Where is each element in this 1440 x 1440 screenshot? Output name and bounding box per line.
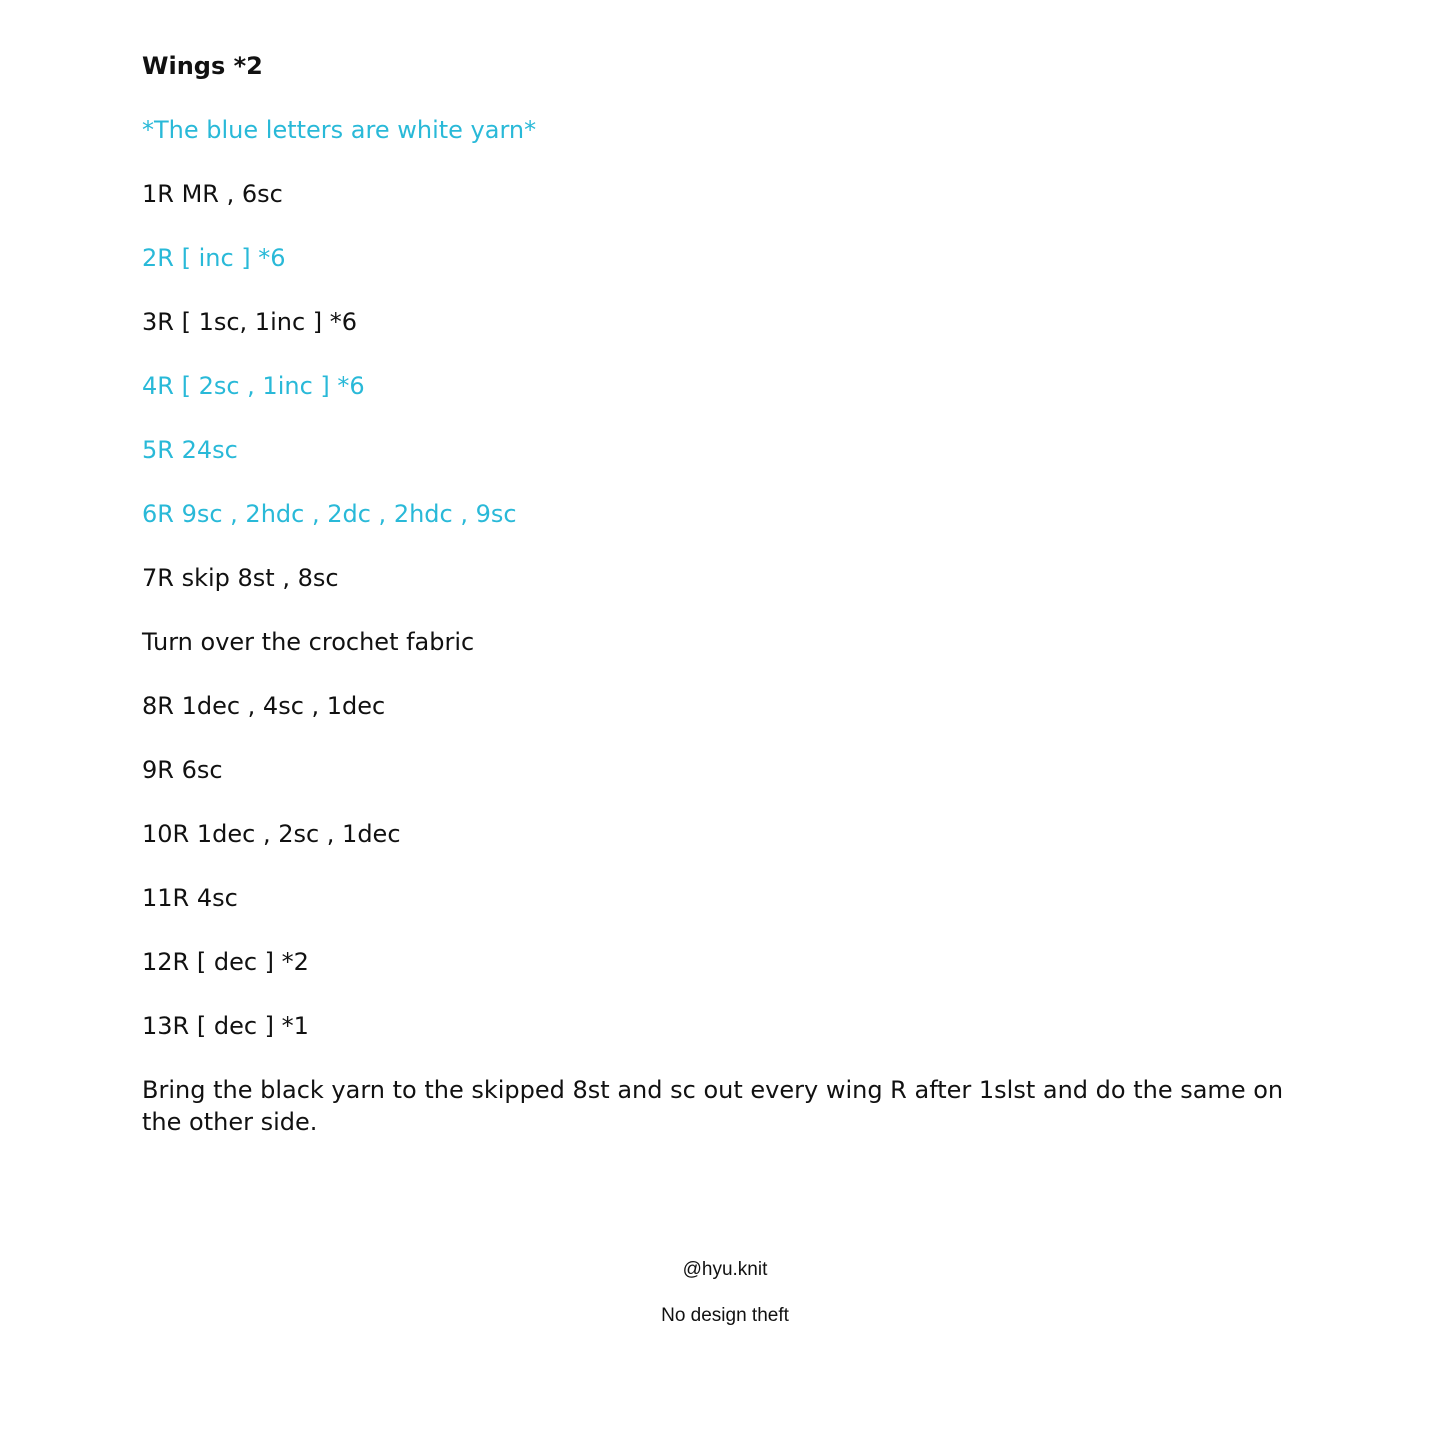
yarn-color-note: *The blue letters are white yarn*	[142, 116, 537, 144]
pattern-row: 2R [ inc ] *6	[142, 244, 286, 272]
pattern-row: Turn over the crochet fabric	[142, 628, 475, 656]
pattern-title: Wings *2	[142, 52, 263, 80]
pattern-row: 3R [ 1sc, 1inc ] *6	[142, 308, 358, 336]
pattern-row: 5R 24sc	[142, 436, 238, 464]
pattern-row: 1R MR , 6sc	[142, 180, 283, 208]
pattern-row: 8R 1dec , 4sc , 1dec	[142, 692, 386, 720]
pattern-row: 9R 6sc	[142, 756, 223, 784]
pattern-row: 13R [ dec ] *1	[142, 1012, 309, 1040]
author-handle: @hyu.knit	[682, 1259, 768, 1280]
closing-instruction: Bring the black yarn to the skipped 8st and sc out every wing R after 1slst and do the same on the other side.	[142, 1076, 1284, 1136]
pattern-row: 6R 9sc , 2hdc , 2dc , 2hdc , 9sc	[142, 500, 517, 528]
pattern-row: 12R [ dec ] *2	[142, 948, 309, 976]
pattern-row: 4R [ 2sc , 1inc ] *6	[142, 372, 365, 400]
pattern-row: 11R 4sc	[142, 884, 238, 912]
pattern-row: 7R skip 8st , 8sc	[142, 564, 339, 592]
copyright-notice: No design theft	[661, 1305, 789, 1326]
pattern-row: 10R 1dec , 2sc , 1dec	[142, 820, 401, 848]
pattern-rows	[142, 178, 1302, 1074]
